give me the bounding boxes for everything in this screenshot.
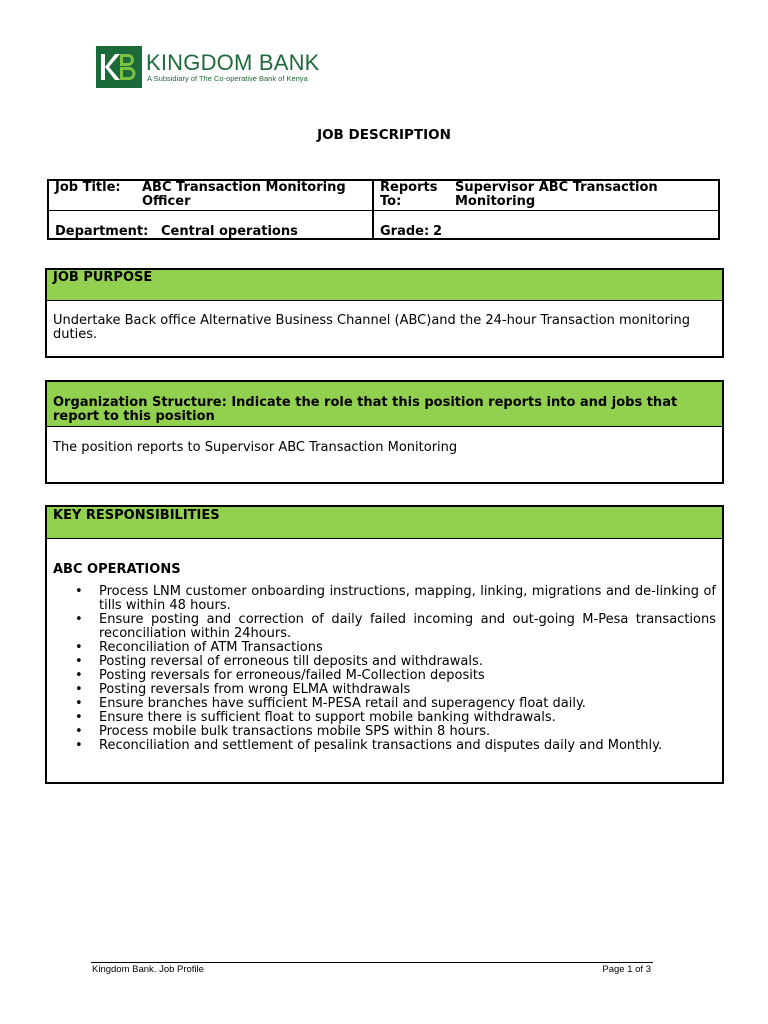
abc-operations-subheading: ABC OPERATIONS [53, 562, 181, 577]
list-item: • Ensure posting and correction of daily failed incoming and out-going M-Pesa transactions reconciliation within 24hours. [75, 612, 716, 641]
grade-label: Grade: [380, 224, 430, 239]
footer-page-number: Page 1 of 3 [602, 964, 651, 975]
list-item: • Process mobile bulk transactions mobile SPS within 8 hours. [75, 724, 491, 739]
org-structure-heading: Organization Structure: Indicate the role that this position reports into and jobs that report to this position [47, 382, 722, 427]
list-item: • Posting reversal of erroneous till deposits and withdrawals. [75, 654, 483, 669]
job-purpose-heading: JOB PURPOSE [47, 270, 722, 301]
reports-to-label-line1: Reports [380, 180, 438, 195]
key-responsibilities-heading: KEY RESPONSIBILITIES [47, 507, 722, 539]
document-title: JOB DESCRIPTION [317, 127, 451, 143]
job-title-value-line2: Officer [142, 194, 191, 209]
reports-to-value-line1: Supervisor ABC Transaction [455, 180, 658, 195]
reports-to-value-line2: Monitoring [455, 194, 536, 209]
logo-bank-name: KINGDOM BANK [146, 50, 320, 75]
department-value: Central operations [161, 224, 298, 239]
responsibilities-list [53, 585, 716, 753]
job-info-table [47, 179, 720, 240]
job-title-value-line1: ABC Transaction Monitoring [142, 180, 346, 195]
list-item: • Posting reversals for erroneous/failed M-Collection deposits [75, 668, 485, 683]
reports-to-label-line2: To: [380, 194, 402, 209]
logo-tagline: A Subsidiary of The Co-operative Bank of Kenya [147, 74, 308, 83]
list-item: • Reconciliation of ATM Transactions [75, 640, 323, 655]
list-item: • Ensure branches have sufficient M-PESA retail and superagency float daily. [75, 696, 586, 711]
list-item: • Posting reversals from wrong ELMA withdrawals [75, 682, 411, 697]
table-column-divider [372, 181, 374, 238]
table-row-divider [49, 210, 718, 211]
list-item: • Process LNM customer onboarding instructions, mapping, linking, migrations and de-linking of tills within 48 hours. [75, 584, 716, 613]
list-item: • Ensure there is sufficient float to support mobile banking withdrawals. [75, 710, 556, 725]
grade-value: 2 [433, 224, 443, 239]
job-purpose-text: Undertake Back office Alternative Business Channel (ABC)and the 24-hour Transaction monitoring duties. [53, 313, 690, 342]
job-title-label: Job Title: [55, 180, 121, 195]
department-label: Department: [55, 224, 149, 239]
key-responsibilities-section [45, 505, 724, 784]
org-structure-section [45, 380, 724, 484]
kb-logo-mark-icon [96, 46, 142, 88]
footer-document-name: Kingdom Bank. Job Profile [92, 964, 204, 975]
job-purpose-section [45, 268, 724, 358]
footer-divider [91, 962, 653, 963]
list-item: • Reconciliation and settlement of pesalink transactions and disputes daily and Monthly. [75, 738, 663, 753]
org-structure-text: The position reports to Supervisor ABC Transaction Monitoring [53, 440, 458, 455]
